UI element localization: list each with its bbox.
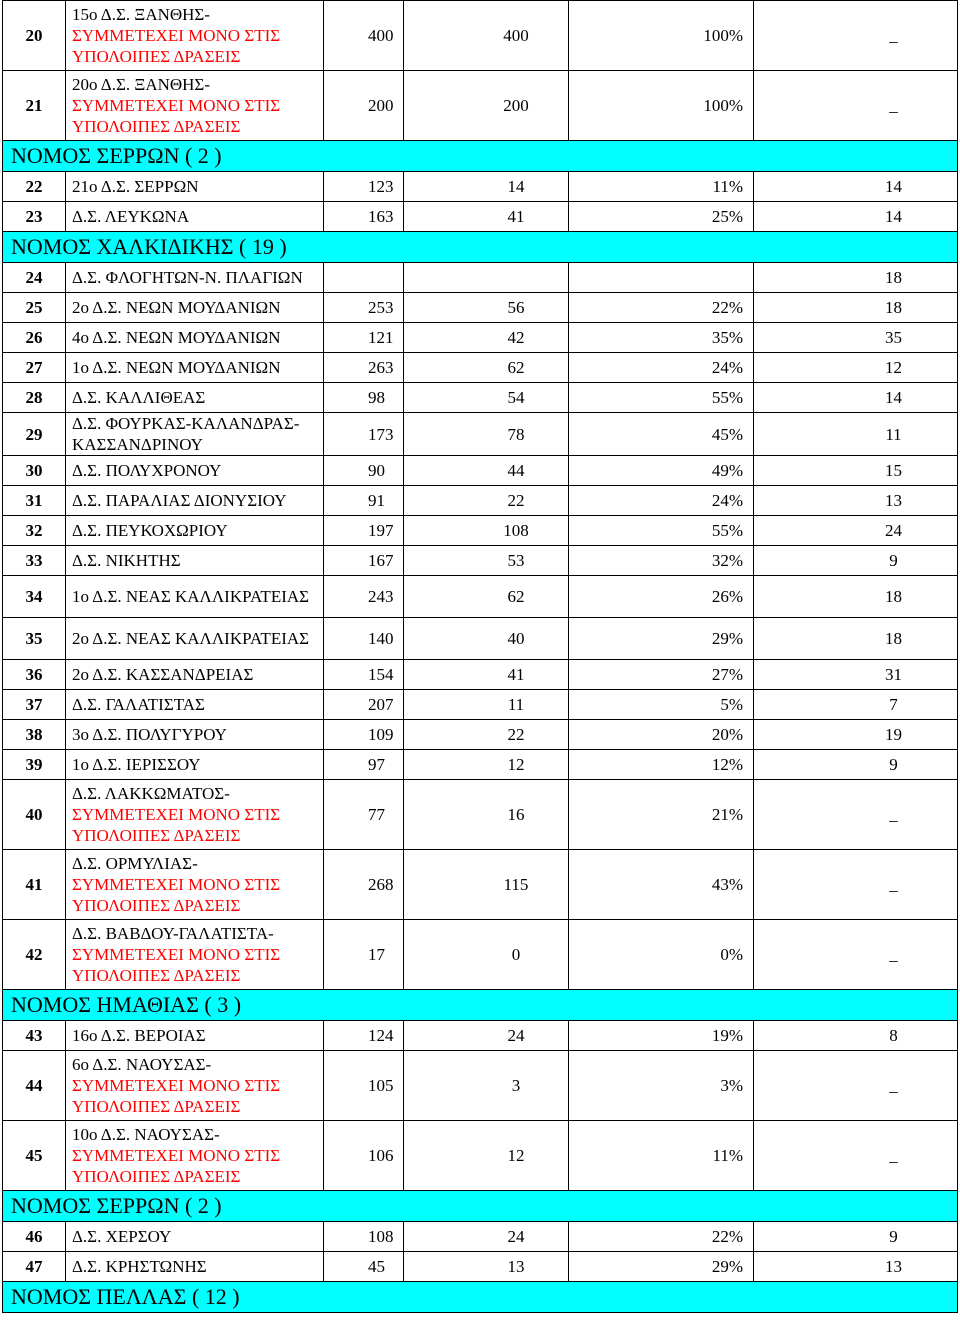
school-name [66,1121,324,1191]
school-name [66,202,324,232]
value-col-3: 167 [324,546,404,576]
value-col-6: 7 [754,690,958,720]
value-col-6: _ [754,850,958,920]
school-row [3,850,958,920]
school-name [66,660,324,690]
percent-cell: 0% [569,920,754,990]
school-name-text: Δ.Σ. ΦΟΥΡΚΑΣ-ΚΑΛΑΝΔΡΑΣ-ΚΑΣΣΑΝΔΡΙΝΟΥ [72,414,300,454]
school-row [3,353,958,383]
value-col-3: 17 [324,920,404,990]
value-col-4: 16 [404,780,569,850]
school-row [3,576,958,618]
school-row [3,413,958,456]
percent-cell: 49% [569,456,754,486]
value-col-6: 14 [754,383,958,413]
school-name-text: 1ο Δ.Σ. ΙΕΡΙΣΣΟΥ [72,755,201,774]
row-number: 35 [3,618,66,660]
row-number: 33 [3,546,66,576]
percent-cell: 24% [569,486,754,516]
value-col-3: 253 [324,293,404,323]
school-name [66,690,324,720]
value-col-3: 140 [324,618,404,660]
percent-cell: 100% [569,71,754,141]
participation-note: ΣΥΜΜΕΤΕΧΕΙ ΜΟΝΟ ΣΤΙΣ ΥΠΟΛΟΙΠΕΣ ΔΡΑΣΕΙΣ [72,805,281,845]
row-number: 30 [3,456,66,486]
row-number: 37 [3,690,66,720]
school-name [66,750,324,780]
value-col-4: 42 [404,323,569,353]
value-col-4: 13 [404,1252,569,1282]
value-col-4: 108 [404,516,569,546]
value-col-3: 91 [324,486,404,516]
school-name-text: Δ.Σ. ΛΕΥΚΩΝΑ [72,207,190,226]
school-name [66,71,324,141]
value-col-4: 62 [404,576,569,618]
value-col-3: 98 [324,383,404,413]
school-row [3,456,958,486]
value-col-3: 263 [324,353,404,383]
value-col-6: _ [754,1121,958,1191]
school-row [3,172,958,202]
value-col-3: 121 [324,323,404,353]
school-row [3,1051,958,1121]
value-col-4: 11 [404,690,569,720]
participation-note: ΣΥΜΜΕΤΕΧΕΙ ΜΟΝΟ ΣΤΙΣ ΥΠΟΛΟΙΠΕΣ ΔΡΑΣΕΙΣ [72,875,281,915]
value-col-6: 24 [754,516,958,546]
school-name-text: Δ.Σ. ΧΕΡΣΟΥ [72,1227,172,1246]
row-number: 40 [3,780,66,850]
value-col-4: 200 [404,71,569,141]
percent-cell: 29% [569,618,754,660]
school-name [66,293,324,323]
value-col-3: 207 [324,690,404,720]
school-row [3,750,958,780]
participation-note: ΣΥΜΜΕΤΕΧΕΙ ΜΟΝΟ ΣΤΙΣ ΥΠΟΛΟΙΠΕΣ ΔΡΑΣΕΙΣ [72,945,281,985]
school-name [66,323,324,353]
percent-cell: 24% [569,353,754,383]
schools-table [2,0,958,1313]
school-name-text: 2ο Δ.Σ. ΝΕΩΝ ΜΟΥΔΑΝΙΩΝ [72,298,281,317]
row-number: 25 [3,293,66,323]
school-name-text: 2ο Δ.Σ. ΝΕΑΣ ΚΑΛΛΙΚΡΑΤΕΙΑΣ [72,629,310,648]
school-name [66,486,324,516]
school-name [66,920,324,990]
value-col-6: 11 [754,413,958,456]
school-row [3,202,958,232]
value-col-3: 45 [324,1252,404,1282]
value-col-4: 40 [404,618,569,660]
row-number: 22 [3,172,66,202]
participation-note: ΣΥΜΜΕΤΕΧΕΙ ΜΟΝΟ ΣΤΙΣ ΥΠΟΛΟΙΠΕΣ ΔΡΑΣΕΙΣ [72,96,281,136]
school-name [66,353,324,383]
value-col-3: 268 [324,850,404,920]
value-col-3: 109 [324,720,404,750]
row-number: 29 [3,413,66,456]
school-row [3,1252,958,1282]
school-name-text: Δ.Σ. ΠΕΥΚΟΧΩΡΙΟΥ [72,521,228,540]
region-row [3,232,958,263]
school-row [3,1,958,71]
school-row [3,780,958,850]
value-col-3: 124 [324,1021,404,1051]
value-col-3: 173 [324,413,404,456]
school-name [66,720,324,750]
school-name [66,1021,324,1051]
value-col-4: 22 [404,486,569,516]
school-name [66,546,324,576]
school-name-text: 21ο Δ.Σ. ΣΕΡΡΩΝ [72,177,199,196]
value-col-3: 197 [324,516,404,546]
value-col-6: 9 [754,1222,958,1252]
row-number: 47 [3,1252,66,1282]
school-row [3,660,958,690]
school-name-text: Δ.Σ. ΓΑΛΑΤΙΣΤΑΣ [72,695,205,714]
school-name-text: Δ.Σ. ΛΑΚΚΩΜΑΤΟΣ- [72,784,230,803]
percent-cell: 27% [569,660,754,690]
school-name [66,618,324,660]
row-number: 46 [3,1222,66,1252]
row-number: 27 [3,353,66,383]
value-col-6: 14 [754,172,958,202]
school-name-text: 15ο Δ.Σ. ΞΑΝΘΗΣ- [72,5,210,24]
region-label: ΝΟΜΟΣ ΠΕΛΛΑΣ ( 12 ) [3,1282,958,1313]
value-col-6: 15 [754,456,958,486]
school-name-text: 1ο Δ.Σ. ΝΕΑΣ ΚΑΛΛΙΚΡΑΤΕΙΑΣ [72,587,310,606]
value-col-6: 8 [754,1021,958,1051]
percent-cell: 25% [569,202,754,232]
participation-note: ΣΥΜΜΕΤΕΧΕΙ ΜΟΝΟ ΣΤΙΣ ΥΠΟΛΟΙΠΕΣ ΔΡΑΣΕΙΣ [72,1076,281,1116]
school-name-text: 6ο Δ.Σ. ΝΑΟΥΣΑΣ- [72,1055,212,1074]
school-row [3,920,958,990]
school-name [66,383,324,413]
school-name-text: Δ.Σ. ΟΡΜΥΛΙΑΣ- [72,854,198,873]
value-col-4 [404,263,569,293]
value-col-6: _ [754,780,958,850]
region-row [3,1191,958,1222]
row-number: 28 [3,383,66,413]
value-col-4: 44 [404,456,569,486]
row-number: 43 [3,1021,66,1051]
value-col-3: 108 [324,1222,404,1252]
school-row [3,516,958,546]
school-name [66,850,324,920]
value-col-4: 24 [404,1021,569,1051]
row-number: 42 [3,920,66,990]
schools-table-body [3,1,958,1313]
percent-cell: 11% [569,172,754,202]
value-col-3: 77 [324,780,404,850]
school-name-text: Δ.Σ. ΠΟΛΥΧΡΟΝΟΥ [72,461,222,480]
value-col-3: 105 [324,1051,404,1121]
row-number: 26 [3,323,66,353]
row-number: 44 [3,1051,66,1121]
percent-cell: 26% [569,576,754,618]
participation-note: ΣΥΜΜΕΤΕΧΕΙ ΜΟΝΟ ΣΤΙΣ ΥΠΟΛΟΙΠΕΣ ΔΡΑΣΕΙΣ [72,1146,281,1186]
value-col-3: 90 [324,456,404,486]
value-col-6: 12 [754,353,958,383]
value-col-3: 123 [324,172,404,202]
school-name-text: Δ.Σ. ΒΑΒΔΟΥ-ΓΑΛΑΤΙΣΤΑ- [72,924,274,943]
percent-cell: 22% [569,293,754,323]
value-col-3: 243 [324,576,404,618]
percent-cell: 20% [569,720,754,750]
value-col-6: 13 [754,1252,958,1282]
value-col-4: 54 [404,383,569,413]
school-name [66,413,324,456]
row-number: 41 [3,850,66,920]
value-col-6: 18 [754,263,958,293]
school-name-text: 3ο Δ.Σ. ΠΟΛΥΓΥΡΟΥ [72,725,227,744]
row-number: 45 [3,1121,66,1191]
school-row [3,71,958,141]
school-name [66,576,324,618]
value-col-6: 9 [754,750,958,780]
school-name-text: 10ο Δ.Σ. ΝΑΟΥΣΑΣ- [72,1125,220,1144]
value-col-4: 62 [404,353,569,383]
row-number: 39 [3,750,66,780]
percent-cell [569,263,754,293]
school-name [66,1252,324,1282]
value-col-3: 400 [324,1,404,71]
school-name-text: Δ.Σ. ΠΑΡΑΛΙΑΣ ΔΙΟΝΥΣΙΟΥ [72,491,287,510]
school-name [66,516,324,546]
value-col-3 [324,263,404,293]
value-col-4: 24 [404,1222,569,1252]
row-number: 23 [3,202,66,232]
school-row [3,690,958,720]
row-number: 36 [3,660,66,690]
value-col-4: 3 [404,1051,569,1121]
school-name [66,263,324,293]
percent-cell: 35% [569,323,754,353]
school-row [3,1121,958,1191]
school-row [3,293,958,323]
value-col-6: 18 [754,576,958,618]
value-col-6: 18 [754,618,958,660]
school-name [66,172,324,202]
percent-cell: 45% [569,413,754,456]
value-col-3: 154 [324,660,404,690]
value-col-6: _ [754,71,958,141]
row-number: 32 [3,516,66,546]
value-col-6: 14 [754,202,958,232]
value-col-4: 22 [404,720,569,750]
school-row [3,486,958,516]
value-col-3: 106 [324,1121,404,1191]
school-row [3,1021,958,1051]
participation-note: ΣΥΜΜΕΤΕΧΕΙ ΜΟΝΟ ΣΤΙΣ ΥΠΟΛΟΙΠΕΣ ΔΡΑΣΕΙΣ [72,26,281,66]
percent-cell: 43% [569,850,754,920]
school-row [3,720,958,750]
value-col-4: 12 [404,1121,569,1191]
value-col-6: _ [754,1,958,71]
value-col-6: _ [754,1051,958,1121]
value-col-4: 41 [404,660,569,690]
percent-cell: 5% [569,690,754,720]
school-name [66,1222,324,1252]
row-number: 38 [3,720,66,750]
percent-cell: 11% [569,1121,754,1191]
school-name [66,1051,324,1121]
value-col-4: 115 [404,850,569,920]
percent-cell: 55% [569,516,754,546]
school-name [66,456,324,486]
value-col-4: 400 [404,1,569,71]
percent-cell: 12% [569,750,754,780]
value-col-6: 31 [754,660,958,690]
row-number: 21 [3,71,66,141]
value-col-4: 41 [404,202,569,232]
row-number: 34 [3,576,66,618]
school-name [66,780,324,850]
value-col-3: 163 [324,202,404,232]
percent-cell: 29% [569,1252,754,1282]
school-row [3,618,958,660]
percent-cell: 32% [569,546,754,576]
region-label: ΝΟΜΟΣ ΗΜΑΘΙΑΣ ( 3 ) [3,990,958,1021]
region-row [3,990,958,1021]
school-name [66,1,324,71]
percent-cell: 22% [569,1222,754,1252]
school-name-text: Δ.Σ. ΝΙΚΗΤΗΣ [72,551,181,570]
value-col-3: 97 [324,750,404,780]
school-name-text: 20ο Δ.Σ. ΞΑΝΘΗΣ- [72,75,210,94]
percent-cell: 100% [569,1,754,71]
value-col-6: 19 [754,720,958,750]
row-number: 20 [3,1,66,71]
school-name-text: 1ο Δ.Σ. ΝΕΩΝ ΜΟΥΔΑΝΙΩΝ [72,358,281,377]
percent-cell: 19% [569,1021,754,1051]
value-col-6: 18 [754,293,958,323]
value-col-3: 200 [324,71,404,141]
school-row [3,383,958,413]
value-col-4: 14 [404,172,569,202]
school-row [3,323,958,353]
value-col-6: _ [754,920,958,990]
region-label: ΝΟΜΟΣ ΧΑΛΚΙΔΙΚΗΣ ( 19 ) [3,232,958,263]
percent-cell: 55% [569,383,754,413]
school-name-text: Δ.Σ. ΚΑΛΛΙΘΕΑΣ [72,388,206,407]
percent-cell: 21% [569,780,754,850]
value-col-4: 78 [404,413,569,456]
row-number: 24 [3,263,66,293]
value-col-6: 13 [754,486,958,516]
region-row [3,1282,958,1313]
school-name-text: Δ.Σ. ΦΛΟΓΗΤΩΝ-Ν. ΠΛΑΓΙΩΝ [72,268,303,287]
value-col-6: 9 [754,546,958,576]
region-label: ΝΟΜΟΣ ΣΕΡΡΩΝ ( 2 ) [3,141,958,172]
school-row [3,1222,958,1252]
row-number: 31 [3,486,66,516]
region-label: ΝΟΜΟΣ ΣΕΡΡΩΝ ( 2 ) [3,1191,958,1222]
school-name-text: 2ο Δ.Σ. ΚΑΣΣΑΝΔΡΕΙΑΣ [72,665,254,684]
school-row [3,546,958,576]
school-name-text: Δ.Σ. ΚΡΗΣΤΩΝΗΣ [72,1257,207,1276]
value-col-4: 56 [404,293,569,323]
percent-cell: 3% [569,1051,754,1121]
value-col-4: 53 [404,546,569,576]
value-col-4: 12 [404,750,569,780]
school-name-text: 16ο Δ.Σ. ΒΕΡΟΙΑΣ [72,1026,206,1045]
value-col-6: 35 [754,323,958,353]
value-col-4: 0 [404,920,569,990]
region-row [3,141,958,172]
school-row [3,263,958,293]
school-name-text: 4ο Δ.Σ. ΝΕΩΝ ΜΟΥΔΑΝΙΩΝ [72,328,281,347]
